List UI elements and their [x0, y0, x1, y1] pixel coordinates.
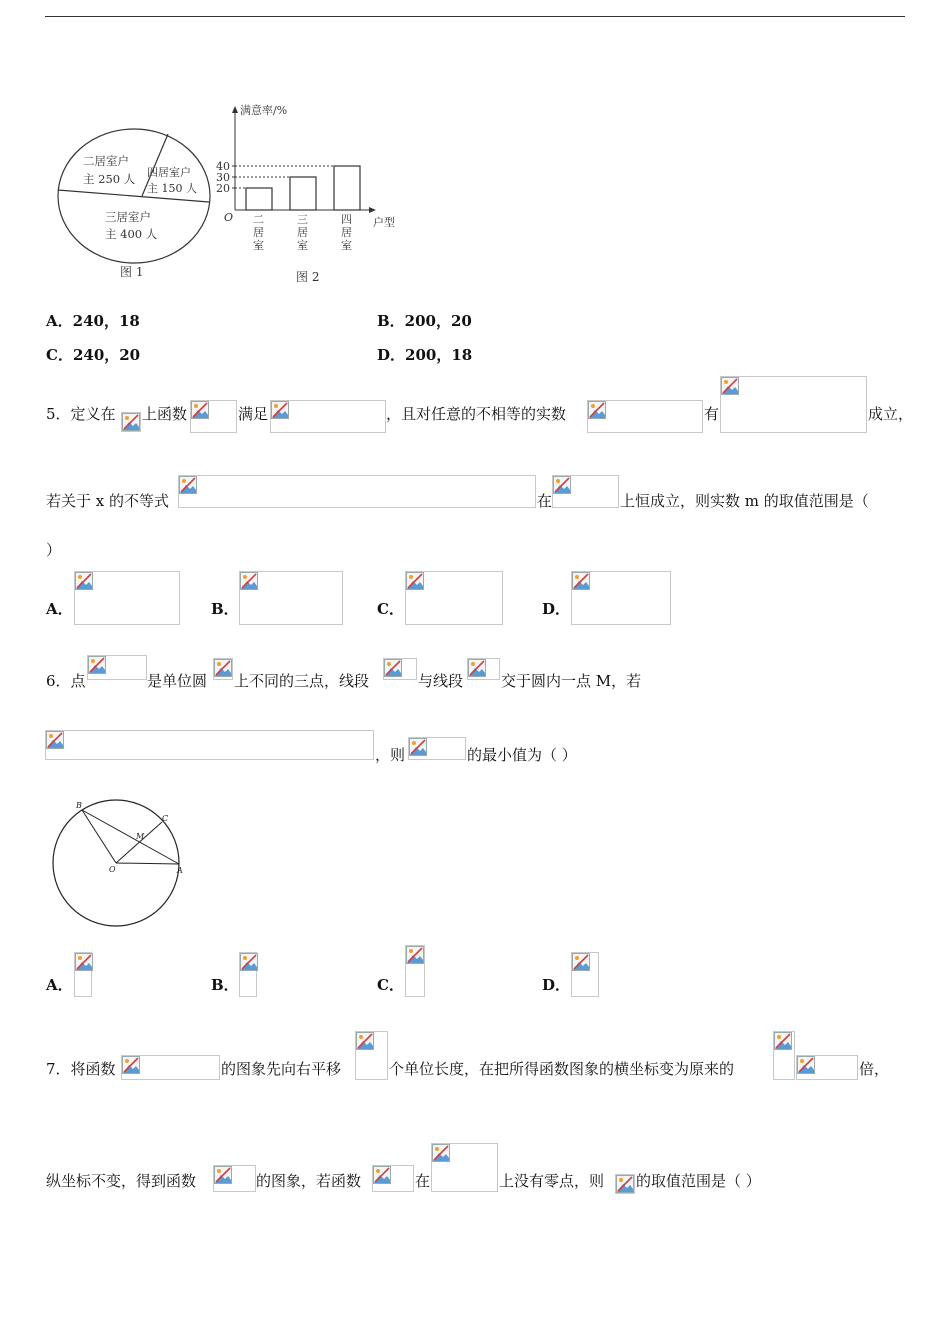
q5-option-b-label[interactable]: B． [211, 600, 239, 618]
q6-option-b-label[interactable]: B． [211, 976, 239, 994]
q7-text-1: 7．将函数 [46, 1060, 116, 1078]
q4-option-a[interactable]: A．240，18 [46, 312, 140, 330]
label-o: O [109, 865, 116, 874]
q6-circle-figure [48, 794, 218, 929]
pie-slice2-line2: 主 150 人 [147, 182, 197, 195]
broken-image-icon [179, 476, 197, 494]
broken-image-icon [774, 1032, 792, 1050]
q6-text-2: 是单位圆 [147, 672, 208, 690]
broken-image-icon [721, 377, 739, 395]
q7-formula-image-7 [431, 1143, 498, 1192]
q6-option-d-label[interactable]: D． [542, 976, 571, 994]
broken-image-icon [88, 656, 106, 674]
broken-image-icon [406, 946, 424, 964]
q5-text-8: 在 [537, 492, 553, 510]
top-rule [45, 16, 905, 17]
y-tick-label: 40 [216, 160, 230, 173]
q5-text-9: 上恒成立，则实数 m 的取值范围是（ [620, 492, 869, 510]
q5-text-5: 有 [704, 405, 720, 423]
q5-text-6: 成立， [868, 405, 914, 423]
pie-slice1-line2: 主 250 人 [83, 172, 136, 186]
q4-option-d[interactable]: D．200，18 [377, 346, 473, 364]
q6-text-7: 的最小值为（ ） [467, 746, 577, 764]
y-tick-label: 20 [216, 182, 230, 195]
broken-image-icon [356, 1032, 374, 1050]
q5-option-c-label[interactable]: C． [377, 600, 404, 618]
figure-2-caption: 图 2 [296, 270, 320, 284]
q5-option-a-image[interactable] [74, 571, 180, 625]
q7-formula-image-2 [355, 1031, 388, 1080]
q5-formula-image-7 [552, 475, 619, 508]
q6-text-6: ，则 [375, 746, 406, 764]
pie-slice3-line2: 主 400 人 [105, 227, 158, 241]
q5-formula-image-2 [190, 400, 237, 433]
broken-image-icon [572, 572, 590, 590]
bar-1 [246, 188, 272, 210]
bar-2 [290, 177, 316, 210]
q6-option-a-label[interactable]: A． [46, 976, 73, 994]
q6-option-c-label[interactable]: C． [377, 976, 404, 994]
segment-ob [82, 810, 116, 863]
q7-text-8: 上没有零点，则 [499, 1172, 605, 1190]
q6-formula-image-4 [467, 658, 500, 680]
q5-formula-image-5 [720, 376, 867, 433]
x-category-label-char: 居 [297, 226, 308, 239]
q7-text-9: 的取值范围是（ ） [636, 1172, 761, 1190]
q6-text-3: 上不同的三点，线段 [234, 672, 370, 690]
bar-3 [334, 166, 360, 210]
x-category-label-char: 室 [297, 239, 308, 252]
broken-image-icon [468, 659, 486, 677]
q7-formula-image-5 [213, 1165, 256, 1192]
broken-image-icon [122, 413, 140, 431]
q7-text-3: 个单位长度，在把所得函数图象的横坐标变为原来的 [389, 1060, 735, 1078]
q5-option-d-label[interactable]: D． [542, 600, 571, 618]
label-c: C [162, 814, 169, 823]
broken-image-icon [616, 1175, 634, 1193]
pie-slice1-line1: 二居室户 [83, 154, 129, 168]
q7-formula-image-4 [796, 1055, 858, 1080]
q7-text-6: 的图象，若函数 [256, 1172, 362, 1190]
q5-formula-image-3 [270, 400, 386, 433]
q6-formula-image-5 [45, 730, 374, 760]
broken-image-icon [797, 1056, 815, 1074]
broken-image-icon [409, 738, 427, 756]
label-a: A [177, 866, 183, 875]
y-tick-label: 30 [216, 171, 230, 184]
x-category-label-char: 室 [253, 239, 264, 252]
q6-option-c-image[interactable] [405, 945, 425, 997]
label-m: M [136, 832, 145, 841]
q5-text-1: 5．定义在 [46, 405, 116, 423]
q5-text-2: 上函数 [142, 405, 188, 423]
q7-text-2: 的图象先向右平移 [221, 1060, 342, 1078]
q5-text-7: 若关于 x 的不等式 [46, 492, 169, 510]
broken-image-icon [373, 1166, 391, 1184]
y-axis-arrow [232, 106, 238, 113]
broken-image-icon [553, 476, 571, 494]
q6-option-b-image[interactable] [239, 952, 257, 997]
x-category-label-char: 室 [341, 239, 352, 252]
broken-image-icon [214, 659, 232, 677]
figure-1-pie-chart [50, 120, 220, 290]
q6-formula-image-3 [383, 658, 417, 680]
figure-1-caption: 图 1 [120, 265, 144, 279]
broken-image-icon [271, 401, 289, 419]
segment-oc [116, 822, 162, 863]
x-category-label-char: 三 [297, 213, 308, 226]
broken-image-icon [406, 572, 424, 590]
q5-option-d-image[interactable] [571, 571, 671, 625]
broken-image-icon [240, 953, 258, 971]
q6-text-5: 交于圆内一点 M，若 [501, 672, 642, 690]
broken-image-icon [432, 1144, 450, 1162]
q5-formula-image-1 [121, 412, 141, 432]
q6-formula-image-6 [408, 737, 466, 760]
figure-2-bar-chart [210, 100, 410, 290]
q5-text-10: ） [46, 541, 62, 559]
q5-formula-image-4 [587, 400, 703, 433]
pie-slice2-line1: 四居室户 [147, 166, 191, 179]
broken-image-icon [240, 572, 258, 590]
segment-oa [116, 863, 179, 864]
q5-option-a-label[interactable]: A． [46, 600, 73, 618]
q6-formula-image-1 [87, 655, 147, 680]
broken-image-icon [75, 572, 93, 590]
x-axis-label: 户型 [373, 216, 395, 229]
broken-image-icon [191, 401, 209, 419]
broken-image-icon [588, 401, 606, 419]
q6-text-1: 6．点 [46, 672, 86, 690]
x-axis-arrow [369, 207, 376, 213]
broken-image-icon [214, 1166, 232, 1184]
broken-image-icon [384, 659, 402, 677]
q6-text-4: 与线段 [418, 672, 464, 690]
broken-image-icon [75, 953, 93, 971]
q5-option-c-image[interactable] [405, 571, 503, 625]
q7-formula-image-8 [615, 1174, 635, 1194]
x-category-label-char: 二 [253, 213, 264, 226]
broken-image-icon [572, 953, 590, 971]
q7-formula-image-3 [773, 1031, 795, 1080]
q5-text-3: 满足 [238, 405, 269, 423]
q6-option-a-image[interactable] [74, 952, 92, 997]
origin-label: O [224, 211, 234, 224]
broken-image-icon [122, 1056, 140, 1074]
q7-text-4: 倍， [859, 1060, 890, 1078]
q5-formula-image-6 [178, 475, 536, 508]
q7-text-5: 纵坐标不变，得到函数 [46, 1172, 197, 1190]
q7-formula-image-1 [121, 1055, 220, 1080]
q5-text-4: ，且对任意的不相等的实数 [386, 405, 567, 423]
q6-formula-image-2 [213, 658, 233, 680]
y-axis-label: 满意率/% [240, 104, 288, 117]
q7-formula-image-6 [372, 1165, 414, 1192]
pie-slice3-line1: 三居室户 [105, 210, 151, 224]
q5-option-b-image[interactable] [239, 571, 343, 625]
q7-text-7: 在 [415, 1172, 431, 1190]
x-category-label-char: 居 [253, 226, 264, 239]
q4-option-b[interactable]: B．200，20 [377, 312, 472, 330]
x-category-label-char: 四 [341, 213, 352, 226]
q4-option-c[interactable]: C．240，20 [46, 346, 141, 364]
q6-option-d-image[interactable] [571, 952, 599, 997]
broken-image-icon [46, 731, 64, 749]
label-b: B [76, 801, 82, 810]
x-category-label-char: 居 [341, 226, 352, 239]
